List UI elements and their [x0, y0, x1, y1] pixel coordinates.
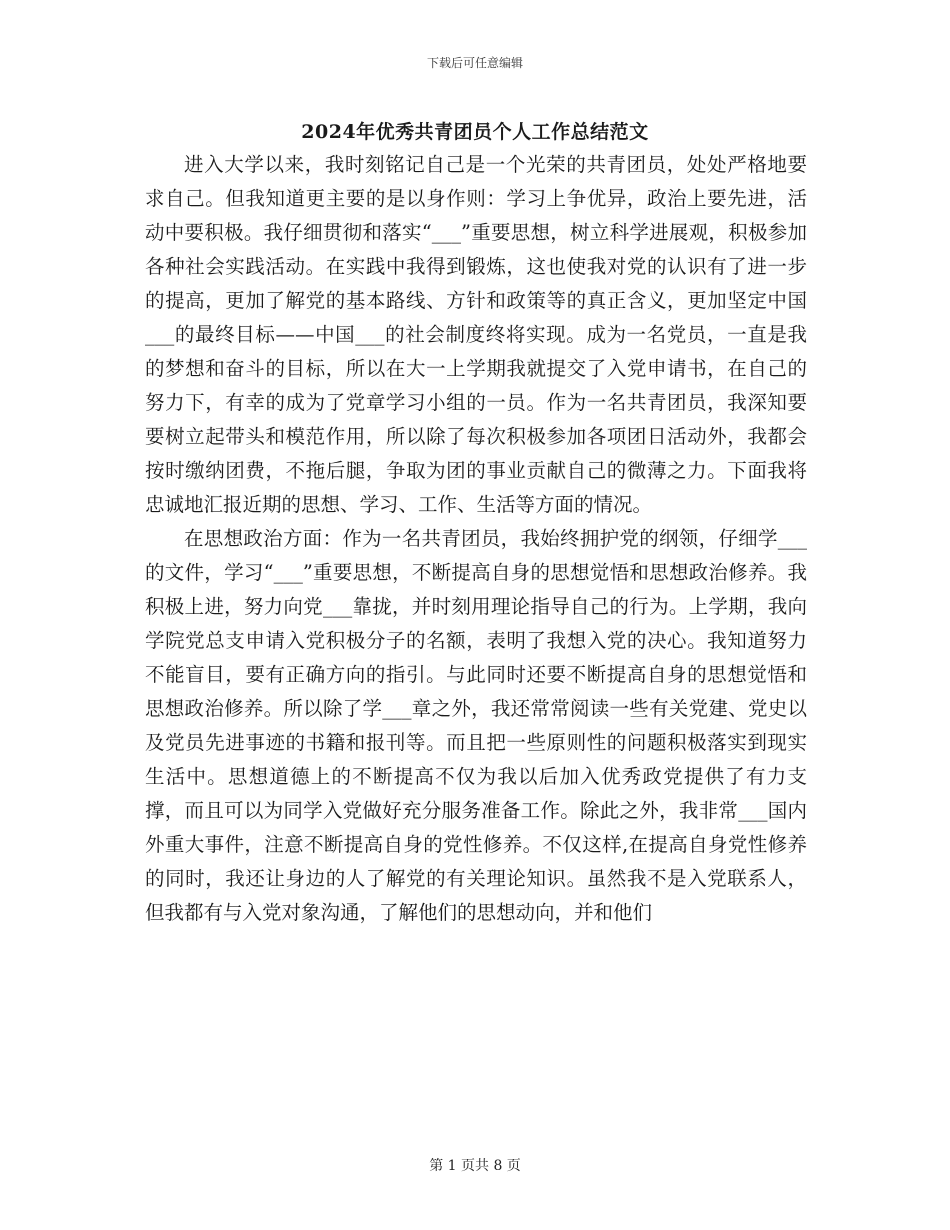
page-header-note: 下载后可任意编辑 — [426, 56, 523, 70]
document-title: 2024年优秀共青团员个人工作总结范文 — [301, 121, 649, 143]
paragraph: 进入大学以来，我时刻铭记自己是一个光荣的共青团员，处处严格地要求自己。但我知道更主要的是以身作则：学习上争优异，政治上要先进，活动中要积极。我仔细贯彻和落实“___”重要思想，树立科学进展观，积极参加各种社会实践活动。在实践中我得到锻炼，这也使我对党的认识有了进一步的提高，更加了解党的基本路线、方针和政策等的真正含义，更加坚定中国___的最终目标——中国___的社会制度终将实现。成为一名党员，一直是我的梦想和奋斗的目标，所以在大一上学期我就提交了入党申请书，在自己的努力下，有幸的成为了党章学习小组的一员。作为一名共青团员，我深知要要树立起带头和模范作用，所以除了每次积极参加各项团日活动外，我都会按时缴纳团费，不拖后腿，争取为团的事业贡献自己的微薄之力。下面我将忠诚地汇报近期的思想、学习、工作、生活等方面的情况。 — [145, 153, 807, 516]
paragraph: 在思想政治方面：作为一名共青团员，我始终拥护党的纲领，仔细学___的文件，学习“___”重要思想，不断提高自身的思想觉悟和思想政治修养。我积极上进，努力向党___靠拢，并时刻用理论指导自己的行为。上学期，我向学院党总支申请入党积极分子的名额，表明了我想入党的决心。我知道努力不能盲目，要有正确方向的指引。与此同时还要不断提高自身的思想觉悟和思想政治修养。所以除了学___章之外，我还常常阅读一些有关党建、党史以及党员先进事迹的书籍和报刊等。而且把一些原则性的问题积极落实到现实生活中。思想道德上的不断提高不仅为我以后加入优秀政党提供了有力支撑，而且可以为同学入党做好充分服务准备工作。除此之外，我非常___国内外重大事件，注意不断提高自身的党性修养。不仅这样,在提高自身党性修养的同时，我还让身边的人了解党的有关理论知识。虽然我不是入党联系人，但我都有与入党对象沟通，了解他们的思想动向，并和他们 — [145, 527, 807, 924]
document-body — [145, 148, 807, 930]
page-number: 第 1 页共 8 页 — [429, 1158, 521, 1174]
